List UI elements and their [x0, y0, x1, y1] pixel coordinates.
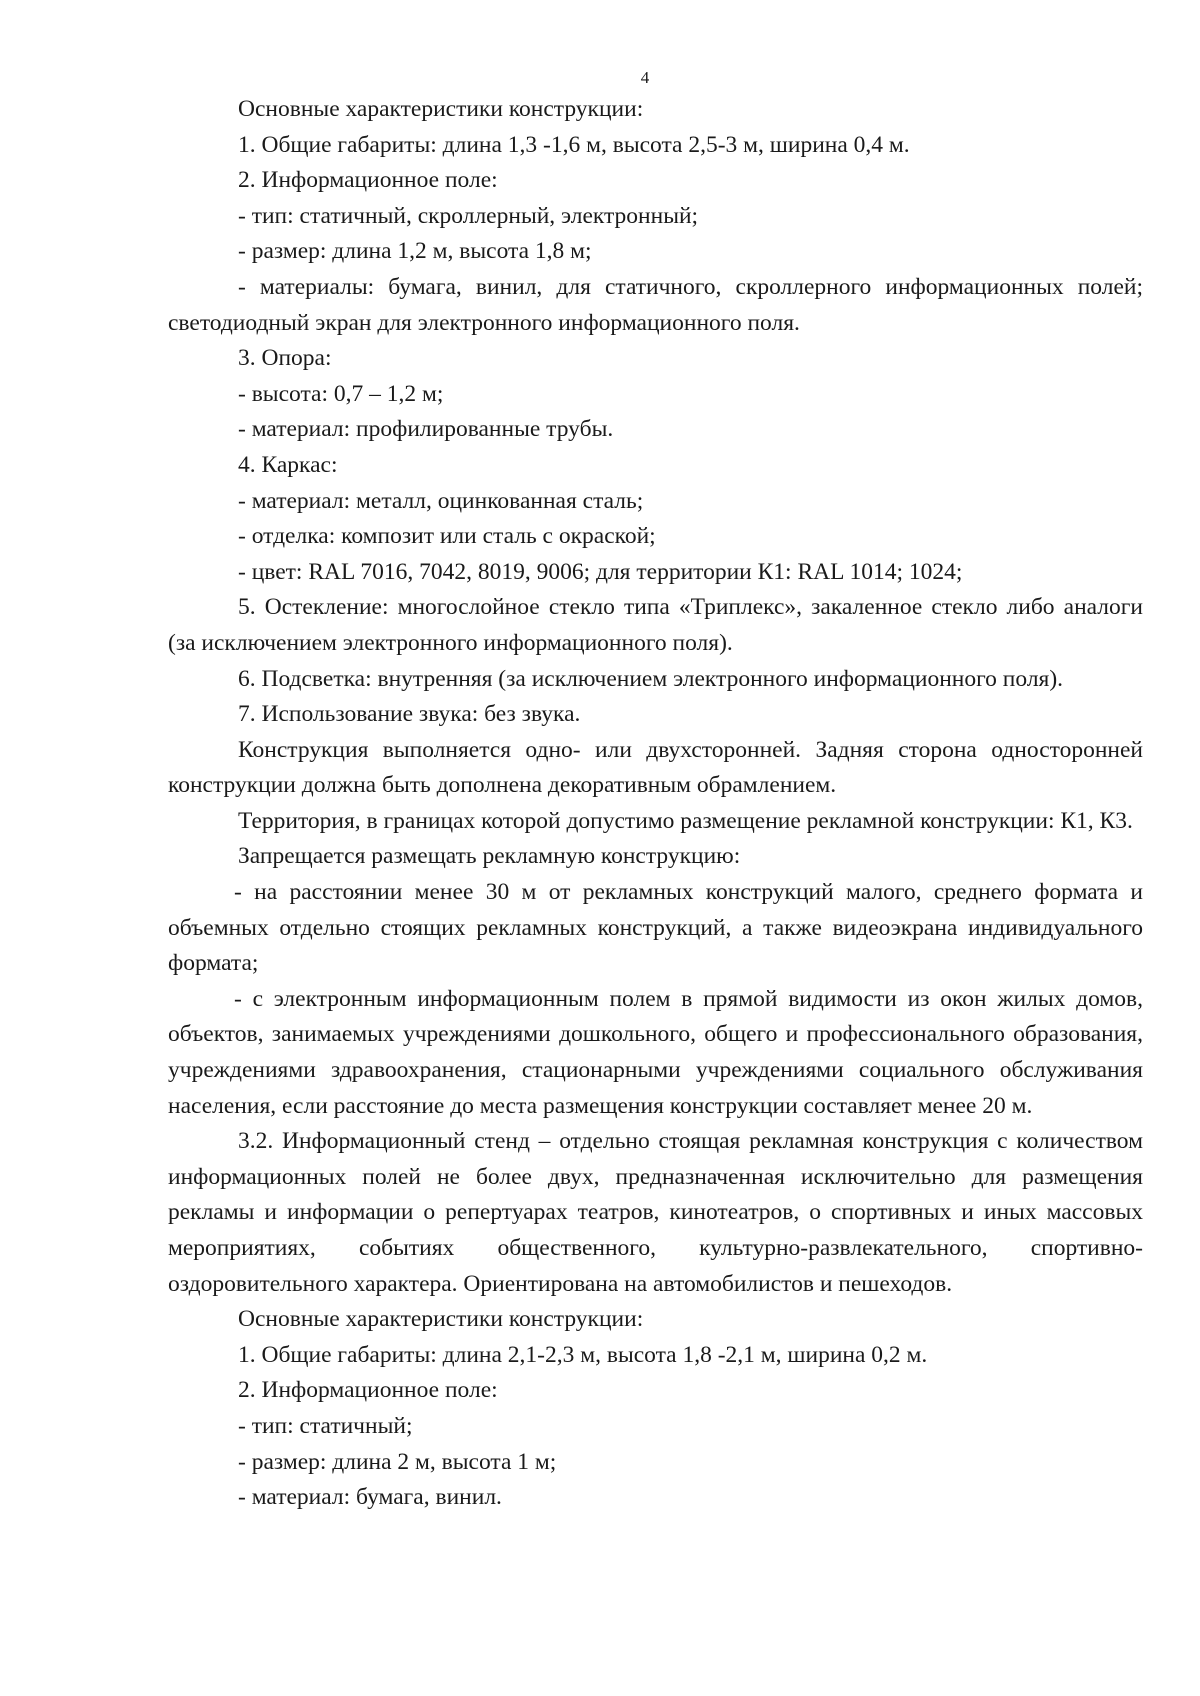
paragraph-overall-dimensions: 1. Общие габариты: длина 1,3 -1,6 м, высота 2,5-3 м, ширина 0,4 м. [238, 131, 910, 158]
paragraph-stand-field-material: - материал: бумага, винил. [238, 1484, 502, 1511]
paragraph-field-size: - размер: длина 1,2 м, высота 1,8 м; [238, 238, 592, 265]
paragraph-prohibited-heading: Запрещается размещать рекламную конструкцию: [238, 843, 741, 870]
paragraph-info-stand: 3.2. Информационный стенд – отдельно стоящая рекламная конструкция с количеством информационных полей не более двух, предназначенная исключительно для размещения рекламы и информации о репертуарах театров, кинотеатров, о спортивных и иных массовых мероприятиях, событиях общественного, культурно-развлекательного, спортивно-оздоровительного характера. Ориентирована на автомобилистов и пешеходов. [168, 1128, 1143, 1297]
paragraph-frame-color: - цвет: RAL 7016, 7042, 8019, 9006; для территории К1: RAL 1014; 1024; [238, 558, 963, 585]
paragraph-frame-finish: - отделка: композит или сталь с окраской; [238, 523, 656, 550]
paragraph-stand-field-heading: 2. Информационное поле: [238, 1377, 498, 1404]
paragraph-stand-dimensions: 1. Общие габариты: длина 2,1-2,3 м, высота 1,8 -2,1 м, ширина 0,2 м. [238, 1341, 928, 1368]
paragraph-glazing: 5. Остекление: многослойное стекло типа «Триплекс», закаленное стекло либо аналоги (за исключением электронного информационного поля). [168, 594, 1143, 656]
paragraph-field-materials: - материалы: бумага, винил, для статичного, скроллерного информационных полей; светодиодный экран для электронного информационного поля. [168, 273, 1143, 336]
paragraph-frame-material: - материал: металл, оцинкованная сталь; [238, 487, 644, 514]
paragraph-support-height: - высота: 0,7 – 1,2 м; [238, 380, 444, 407]
paragraph-sound: 7. Использование звука: без звука. [238, 701, 581, 728]
paragraph-characteristics-heading: Основные характеристики конструкции: [238, 96, 644, 122]
paragraph-sides: Конструкция выполняется одно- или двухсторонней. Задняя сторона односторонней конструкции должна быть дополнена декоративным обрамлением. [168, 736, 1143, 799]
paragraph-stand-characteristics-heading: Основные характеристики конструкции: [238, 1306, 644, 1333]
page-number: 4 [640, 68, 650, 87]
paragraph-lighting: 6. Подсветка: внутренняя (за исключением электронного информационного поля). [238, 665, 1064, 692]
paragraph-stand-field-size: - размер: длина 2 м, высота 1 м; [238, 1448, 557, 1475]
paragraph-info-field-heading: 2. Информационное поле: [238, 167, 498, 194]
paragraph-prohibited-distance: - на расстоянии менее 30 м от рекламных конструкций малого, среднего формата и объемных отдельно стоящих рекламных конструкций, а также видеоэкрана индивидуального формата; [168, 879, 1143, 977]
paragraph-frame-heading: 4. Каркас: [238, 451, 338, 478]
paragraph-territory: Территория, в границах которой допустимо размещение рекламной конструкции: К1, К3. [238, 807, 1133, 834]
document-body [168, 92, 1143, 1516]
paragraph-support-material: - материал: профилированные трубы. [238, 416, 614, 443]
paragraph-prohibited-electronic: - с электронным информационным полем в прямой видимости из окон жилых домов, объектов, занимаемых учреждениями дошкольного, общего и профессионального образования, учреждениями здравоохранения, стационарными учреждениями социального обслуживания населения, если расстояние до места размещения конструкции составляет менее 20 м. [168, 985, 1143, 1119]
paragraph-field-type: - тип: статичный, скроллерный, электронный; [238, 202, 699, 229]
paragraph-support-heading: 3. Опора: [238, 345, 332, 372]
paragraph-stand-field-type: - тип: статичный; [238, 1412, 413, 1439]
